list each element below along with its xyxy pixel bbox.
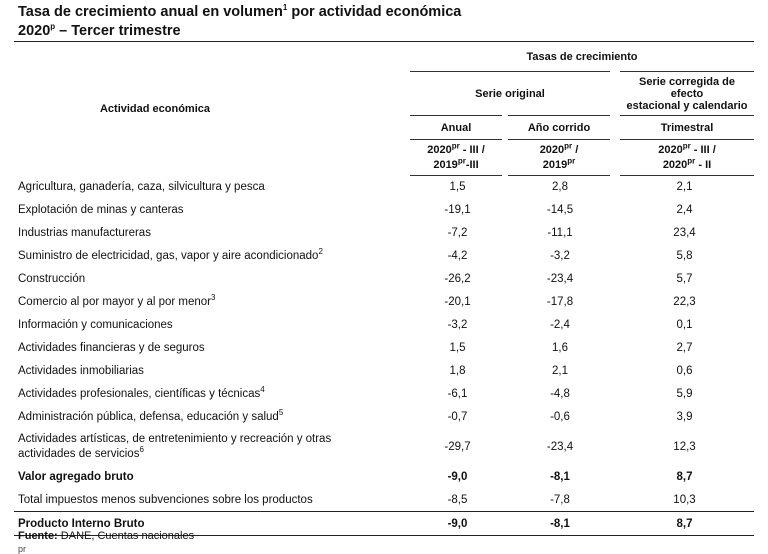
p1a-sup: pr bbox=[451, 140, 460, 150]
activity-header bbox=[14, 42, 410, 176]
tasas-header: Tasas de crecimiento bbox=[410, 42, 754, 72]
row-label-text: Agricultura, ganadería, caza, silvicultura y pesca bbox=[18, 181, 265, 193]
pib-trimestral: 8,7 bbox=[615, 512, 754, 536]
row-label bbox=[14, 268, 410, 291]
cell-anual: -3,2 bbox=[447, 319, 468, 331]
cell-trimestral: 2,4 bbox=[676, 204, 693, 216]
table-row bbox=[14, 291, 754, 314]
cell-anual: -26,2 bbox=[444, 273, 471, 285]
title-text: Tasa de crecimiento anual en volumen bbox=[18, 4, 283, 20]
cell-trimestral: 0,6 bbox=[676, 365, 693, 377]
p1b: 2019 bbox=[433, 158, 458, 171]
vab-label: Valor agregado bruto bbox=[18, 470, 134, 483]
title-footnote: 1 bbox=[282, 3, 288, 13]
source-label: Fuente: bbox=[18, 530, 58, 542]
cell-trimestral: 5,9 bbox=[676, 388, 693, 400]
source-note bbox=[18, 530, 194, 542]
table-row bbox=[14, 360, 754, 383]
row-label bbox=[14, 314, 410, 337]
table-row bbox=[14, 314, 754, 337]
row-label bbox=[14, 360, 410, 383]
cell-anual: -19,1 bbox=[444, 204, 471, 216]
cell-anual: 1,5 bbox=[449, 181, 466, 194]
pib-anual: -9,0 bbox=[410, 512, 505, 536]
subtitle-sup: p bbox=[50, 22, 56, 32]
cell-trimestral: 2,1 bbox=[676, 181, 693, 194]
cell-trimestral: 22,3 bbox=[673, 296, 696, 308]
p3b-sup: pr bbox=[687, 155, 696, 165]
subtitle-year: 2020 bbox=[18, 23, 51, 39]
impuestos-anual: -8,5 bbox=[410, 489, 505, 512]
activity-header-label: Actividad económica bbox=[99, 102, 211, 115]
vab-anual: -9,0 bbox=[447, 470, 468, 483]
impuestos-corrido: -7,8 bbox=[505, 489, 615, 512]
p3a: 2020 bbox=[658, 143, 683, 156]
impuestos-trimestral: 10,3 bbox=[615, 489, 754, 512]
row-footnote: 3 bbox=[211, 293, 216, 303]
row-label bbox=[14, 199, 410, 222]
pib-corrido: -8,1 bbox=[505, 512, 615, 536]
serie-original-header: Serie original bbox=[410, 72, 615, 116]
cell-anual: 1,8 bbox=[449, 365, 466, 377]
cell-corrido: -4,8 bbox=[550, 388, 570, 400]
cell-trimestral: 12,3 bbox=[673, 440, 696, 453]
cell-anual: -4,2 bbox=[447, 250, 468, 262]
row-label-text: Actividades inmobiliarias bbox=[18, 365, 144, 377]
row-footnote: 2 bbox=[318, 247, 323, 257]
footnote-marker: pr bbox=[18, 544, 27, 554]
p2a-rest: / bbox=[572, 143, 579, 156]
row-label-text: Industrias manufactureras bbox=[18, 227, 151, 239]
table-row bbox=[14, 199, 754, 222]
row-footnote: 6 bbox=[139, 444, 144, 454]
cell-corrido: -2,4 bbox=[550, 319, 570, 331]
p1a-rest: - III / bbox=[459, 143, 485, 156]
period-corrido bbox=[505, 140, 615, 176]
row-label-text: Construcción bbox=[18, 273, 86, 285]
table-row bbox=[14, 176, 754, 199]
p2a: 2020 bbox=[539, 143, 565, 156]
table-row bbox=[14, 268, 754, 291]
row-label bbox=[14, 383, 410, 406]
cell-anual: -29,7 bbox=[444, 440, 471, 453]
cell-corrido: -11,1 bbox=[547, 227, 573, 239]
cell-corrido: -3,2 bbox=[550, 250, 570, 262]
source-text: DANE, Cuentas nacionales bbox=[57, 530, 195, 542]
row-label bbox=[14, 222, 410, 245]
cell-corrido: -23,4 bbox=[546, 440, 574, 453]
subtitle-rest: – Tercer trimestre bbox=[55, 23, 181, 39]
cell-corrido: 2,1 bbox=[552, 365, 568, 377]
row-label-text: Comercio al por mayor y al por menor bbox=[18, 296, 212, 308]
cell-corrido: 1,6 bbox=[552, 342, 568, 354]
cell-corrido: -17,8 bbox=[546, 296, 574, 308]
cell-trimestral: 5,8 bbox=[676, 250, 693, 262]
cell-corrido: -0,6 bbox=[550, 411, 570, 423]
p3b-rest: - II bbox=[695, 158, 712, 171]
anual-header: Anual bbox=[410, 116, 505, 140]
serie-corregida-line2: estacional y calendario bbox=[626, 99, 748, 112]
vab-row bbox=[14, 465, 754, 489]
table-row bbox=[14, 429, 754, 465]
row-label bbox=[14, 337, 410, 360]
row-label bbox=[14, 245, 410, 268]
impuestos-row bbox=[14, 489, 754, 512]
row-label-text: Suministro de electricidad, gas, vapor y aire acondicionado bbox=[18, 250, 319, 262]
row-label-text: Información y comunicaciones bbox=[18, 319, 173, 331]
title-text-rest: por actividad económica bbox=[287, 4, 462, 20]
cell-corrido: -23,4 bbox=[546, 273, 574, 285]
period-trimestral bbox=[615, 140, 754, 176]
table-subtitle bbox=[18, 22, 181, 40]
cell-anual: -6,1 bbox=[447, 388, 468, 400]
p1b-rest: -III bbox=[465, 158, 479, 171]
cell-anual: -0,7 bbox=[447, 411, 468, 423]
row-label-text-2: actividades de servicios bbox=[18, 447, 140, 460]
period-anual bbox=[410, 140, 505, 176]
row-label-text: Actividades profesionales, científicas y técnicas bbox=[18, 388, 261, 400]
cell-corrido: -14,5 bbox=[546, 204, 574, 216]
p2b: 2019 bbox=[542, 158, 568, 171]
p3a-rest: - III / bbox=[690, 143, 716, 156]
p3b: 2020 bbox=[662, 158, 688, 171]
p3a-sup: pr bbox=[682, 140, 691, 150]
table-row bbox=[14, 245, 754, 268]
row-label-text: Actividades financieras y de seguros bbox=[18, 342, 205, 354]
impuestos-label: Total impuestos menos subvenciones sobre los productos bbox=[14, 489, 410, 512]
serie-corregida-line1: Serie corregida de efecto bbox=[639, 75, 735, 100]
pib-label: Producto Interno Bruto bbox=[14, 512, 410, 536]
row-footnote: 4 bbox=[260, 385, 265, 395]
ano-corrido-header: Año corrido bbox=[505, 116, 615, 140]
row-label-text: Explotación de minas y canteras bbox=[18, 204, 184, 216]
cell-anual: -20,1 bbox=[444, 296, 471, 308]
cell-trimestral: 23,4 bbox=[673, 227, 696, 239]
trimestral-header: Trimestral bbox=[615, 116, 754, 140]
cell-trimestral: 0,1 bbox=[676, 319, 693, 331]
vab-trimestral: 8,7 bbox=[676, 470, 693, 483]
row-label bbox=[14, 291, 410, 314]
table-row bbox=[14, 406, 754, 429]
cell-trimestral: 2,7 bbox=[676, 342, 693, 354]
header-row-1 bbox=[14, 42, 754, 72]
table-title bbox=[18, 3, 461, 21]
table-row bbox=[14, 383, 754, 406]
growth-table bbox=[14, 41, 754, 536]
serie-corregida-header bbox=[615, 72, 754, 116]
row-label bbox=[14, 176, 410, 199]
cell-trimestral: 3,9 bbox=[676, 411, 693, 423]
cell-anual: -7,2 bbox=[447, 227, 468, 239]
cell-anual: 1,5 bbox=[449, 342, 466, 354]
row-footnote: 5 bbox=[278, 408, 284, 418]
row-label bbox=[14, 429, 410, 465]
cell-trimestral: 5,7 bbox=[676, 273, 693, 285]
cell-corrido: 2,8 bbox=[552, 181, 568, 194]
table-row bbox=[14, 337, 754, 360]
p1b-sup: pr bbox=[457, 155, 466, 165]
row-label-text: Administración pública, defensa, educación y salud bbox=[18, 411, 279, 423]
p2a-sup: pr bbox=[564, 140, 573, 150]
table-row bbox=[14, 222, 754, 245]
row-label-text: Actividades artísticas, de entretenimiento y recreación y otras bbox=[18, 432, 332, 445]
row-label bbox=[14, 406, 410, 429]
p2b-sup: pr bbox=[567, 155, 576, 165]
vab-corrido: -8,1 bbox=[550, 470, 570, 483]
p1a: 2020 bbox=[427, 143, 452, 156]
